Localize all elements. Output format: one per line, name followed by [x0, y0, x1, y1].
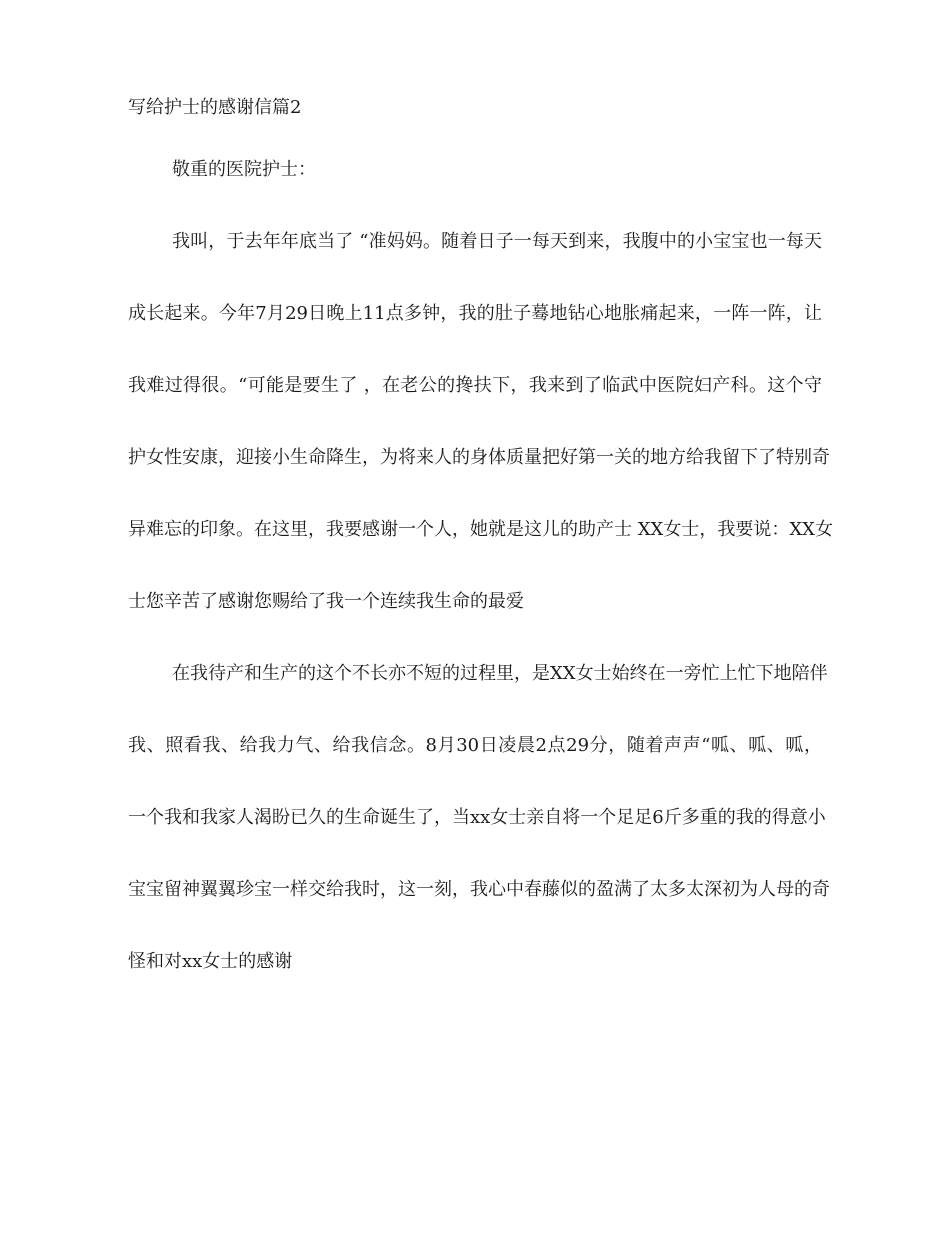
paragraph-1-line-4: 护女性安康，迎接小生命降生，为将来人的身体质量把好第一关的地方给我留下了特别奇 [128, 447, 830, 468]
document-title: 写给护士的感谢信篇2 [128, 97, 302, 118]
paragraph-1-line-2: 成长起来。今年7月29日晚上11点多钟，我的肚子蓦地钻心地胀痛起来，一阵一阵，让 [128, 303, 822, 324]
paragraph-2-line-4: 宝宝留神翼翼珍宝一样交给我时，这一刻，我心中春藤似的盈满了太多太深初为人母的奇 [128, 879, 830, 900]
paragraph-1-line-3: 我难过得很。“可能是要生了 ，在老公的搀扶下，我来到了临武中医院妇产科。这个守 [128, 375, 822, 396]
paragraph-2-line-2: 我、照看我、给我力气、给我信念。8月30日凌晨2点29分，随着声声“呱、呱、呱， [128, 735, 822, 756]
paragraph-2-line-3: 一个我和我家人渴盼已久的生命诞生了，当xx女士亲自将一个足足6斤多重的我的得意小 [128, 807, 826, 828]
paragraph-2-line-1: 在我待产和生产的这个不长亦不短的过程里，是XX女士始终在一旁忙上忙下地陪伴 [172, 663, 828, 684]
paragraph-2-line-5: 怪和对xx女士的感谢 [128, 951, 293, 972]
salutation: 敬重的医院护士： [172, 159, 316, 180]
paragraph-1-line-6: 士您辛苦了感谢您赐给了我一个连续我生命的最爱 [128, 591, 524, 612]
paragraph-1-line-5: 异难忘的印象。在这里，我要感谢一个人，她就是这儿的助产士 XX女士，我要说：XX女 [128, 519, 833, 540]
paragraph-1-line-1: 我叫，于去年年底当了 “准妈妈。随着日子一每天到来，我腹中的小宝宝也一每天 [172, 231, 822, 252]
